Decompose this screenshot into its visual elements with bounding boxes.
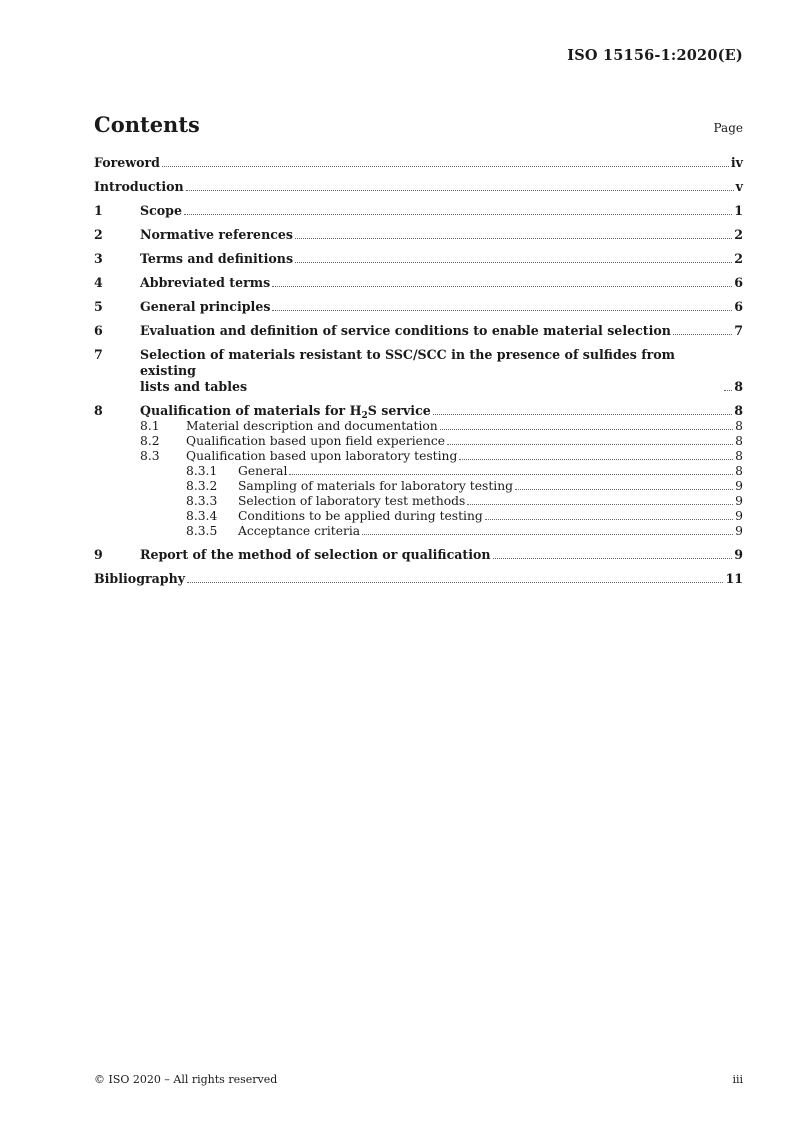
toc-entry-bibliography[interactable] — [94, 571, 743, 587]
toc-number: 8.1 — [140, 419, 160, 433]
dot-leader — [289, 473, 733, 475]
dot-leader — [184, 213, 732, 215]
toc-entry-8[interactable] — [94, 403, 743, 419]
toc-title: Introduction — [94, 179, 184, 194]
toc-entry-8-3-3[interactable] — [94, 494, 743, 509]
toc-page: 6 — [734, 275, 743, 290]
toc-number: 9 — [94, 547, 103, 562]
toc-entry-8-3[interactable] — [94, 449, 743, 464]
toc-entry-5[interactable] — [94, 299, 743, 315]
toc-entry-8-1[interactable] — [94, 419, 743, 434]
toc-title: Material description and documentation — [186, 419, 438, 433]
toc-entry-2[interactable] — [94, 227, 743, 243]
toc-page: 8 — [734, 379, 743, 394]
toc-page: 9 — [735, 494, 743, 508]
dot-leader — [272, 309, 732, 311]
toc-number: 8.3.4 — [186, 509, 218, 523]
toc-title-line-2: lists and tables — [140, 379, 248, 394]
page-footer — [94, 1073, 743, 1086]
toc-page: 8 — [735, 434, 743, 448]
dot-leader — [485, 518, 733, 520]
dot-leader — [515, 488, 733, 490]
toc-number: 2 — [94, 227, 103, 242]
toc-title-subscript: 2 — [361, 411, 368, 421]
toc-number: 5 — [94, 299, 103, 314]
dot-leader — [187, 581, 723, 583]
toc-title: Abbreviated terms — [140, 275, 271, 290]
toc-entry-introduction[interactable] — [94, 179, 743, 195]
toc-page: v — [735, 179, 743, 194]
toc-title: Scope — [140, 203, 182, 218]
toc-page: 11 — [725, 571, 743, 586]
toc-title: Qualification based upon laboratory testing — [186, 449, 458, 463]
toc-title: Sampling of materials for laboratory testing — [238, 479, 513, 493]
toc-entry-1[interactable] — [94, 203, 743, 219]
toc-entry-8-2[interactable] — [94, 434, 743, 449]
toc-entry-8-3-4[interactable] — [94, 509, 743, 524]
toc-entry-6[interactable] — [94, 323, 743, 339]
toc-number: 1 — [94, 203, 103, 218]
toc-entry-foreword[interactable] — [94, 155, 743, 171]
toc-title: Bibliography — [94, 571, 186, 586]
toc-title — [140, 403, 431, 419]
document-id: ISO 15156-1:2020(E) — [567, 47, 743, 64]
toc-title: Selection of laboratory test methods — [238, 494, 466, 508]
toc-number: 7 — [94, 347, 103, 362]
dot-leader — [447, 443, 733, 445]
toc-number: 8 — [94, 403, 103, 418]
toc-entry-7[interactable] — [94, 347, 743, 395]
page-number: iii — [732, 1073, 743, 1086]
toc-page: 9 — [735, 479, 743, 493]
toc-number: 4 — [94, 275, 103, 290]
toc-entry-8-3-2[interactable] — [94, 479, 743, 494]
copyright-notice: © ISO 2020 – All rights reserved — [94, 1073, 278, 1086]
toc-number: 8.3.3 — [186, 494, 218, 508]
toc-title-text: Qualification of materials for H — [140, 403, 362, 418]
toc-page: 9 — [735, 509, 743, 523]
toc-page: 8 — [735, 464, 743, 478]
toc-entry-9[interactable] — [94, 547, 743, 563]
toc-title: General principles — [140, 299, 271, 314]
toc-title: Evaluation and definition of service conditions to enable material selection — [140, 323, 671, 338]
contents-header — [94, 112, 743, 137]
dot-leader — [440, 428, 733, 430]
toc-page: 8 — [735, 449, 743, 463]
dot-leader — [493, 557, 733, 559]
dot-leader — [433, 413, 732, 415]
toc-number: 8.3 — [140, 449, 160, 463]
dot-leader — [295, 261, 732, 263]
toc-number: 8.3.2 — [186, 479, 218, 493]
dot-leader — [459, 458, 733, 460]
toc-title: Report of the method of selection or qualification — [140, 547, 491, 562]
toc-title: Conditions to be applied during testing — [238, 509, 483, 523]
dot-leader — [162, 165, 729, 167]
dot-leader — [467, 503, 733, 505]
toc-number: 8.2 — [140, 434, 160, 448]
dot-leader — [272, 285, 732, 287]
toc-title-text: S service — [367, 403, 431, 418]
toc-title: Terms and definitions — [140, 251, 294, 266]
toc-number: 8.3.5 — [186, 524, 218, 538]
dot-leader — [362, 533, 733, 535]
toc-number: 8.3.1 — [186, 464, 218, 478]
toc-page: 9 — [735, 524, 743, 538]
dot-leader — [724, 389, 732, 391]
toc-entry-4[interactable] — [94, 275, 743, 291]
toc-page: 7 — [734, 323, 743, 338]
toc-page: 1 — [734, 203, 743, 218]
toc-title: General — [238, 464, 288, 478]
toc-title: Qualification based upon field experience — [186, 434, 446, 448]
toc-title: Normative references — [140, 227, 294, 242]
toc-page: 8 — [734, 403, 743, 418]
table-of-contents — [94, 155, 743, 595]
toc-number: 3 — [94, 251, 103, 266]
toc-title — [140, 347, 722, 395]
toc-entry-8-3-5[interactable] — [94, 524, 743, 539]
toc-entry-8-3-1[interactable] — [94, 464, 743, 479]
dot-leader — [673, 333, 732, 335]
toc-page: 9 — [734, 547, 743, 562]
toc-page: 8 — [735, 419, 743, 433]
toc-title-line-1: Selection of materials resistant to SSC/SCC in the presence of sulfides from existing — [140, 347, 676, 378]
toc-title: Foreword — [94, 155, 160, 170]
toc-page: iv — [730, 155, 743, 170]
page-column-label: Page — [713, 121, 743, 135]
toc-number: 6 — [94, 323, 103, 338]
toc-page: 2 — [734, 227, 743, 242]
toc-page: 6 — [734, 299, 743, 314]
dot-leader — [295, 237, 732, 239]
toc-entry-3[interactable] — [94, 251, 743, 267]
toc-title: Acceptance criteria — [238, 524, 361, 538]
page-title: Contents — [94, 112, 200, 137]
toc-page: 2 — [734, 251, 743, 266]
dot-leader — [186, 189, 734, 191]
